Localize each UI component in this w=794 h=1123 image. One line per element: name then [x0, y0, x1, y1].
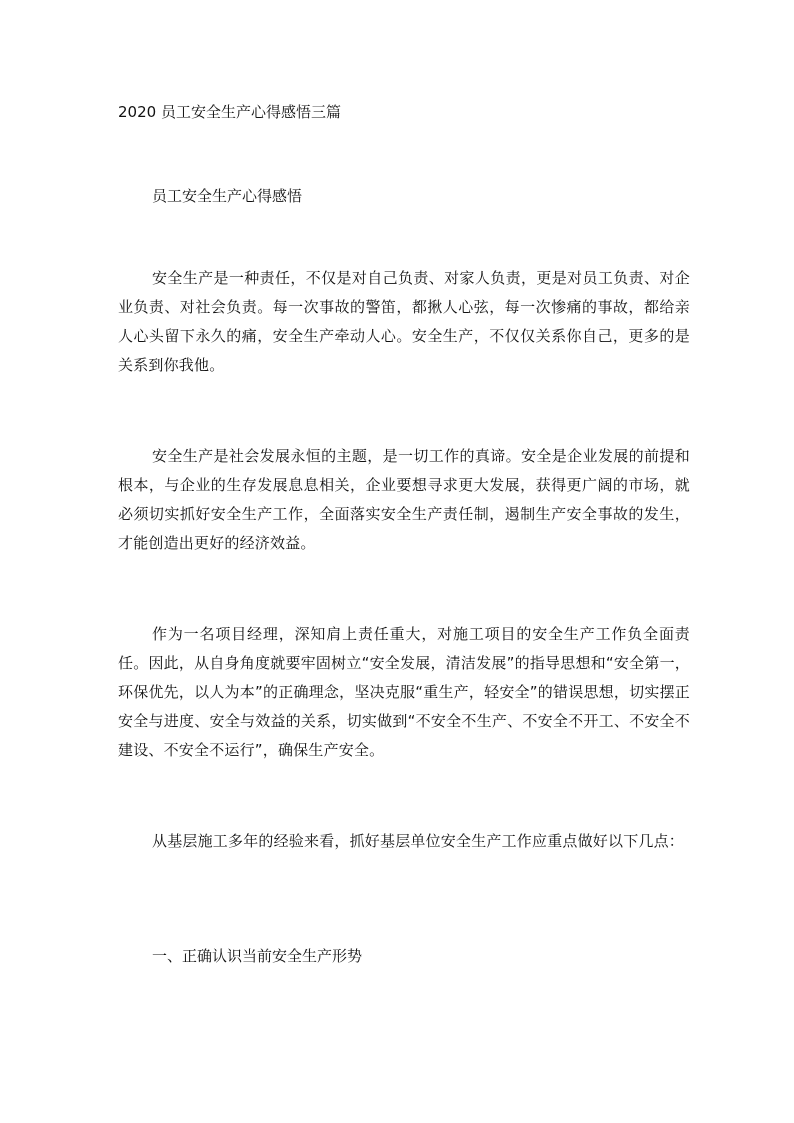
section-heading-1: 一、正确认识当前安全生产形势: [152, 947, 363, 965]
paragraph-2: 安全生产是社会发展永恒的主题，是一切工作的真谛。安全是企业发展的前提和根本，与企业的生存发展息息相关，企业要想寻求更大发展，获得更广阔的市场，就必须切实抓好安全生产工作，全面落实安全生产责任制，遏制生产安全事故的发生，才能创造出更好的经济效益。: [118, 447, 690, 552]
paragraph-1: 安全生产是一种责任，不仅是对自己负责、对家人负责，更是对员工负责、对企业负责、对社会负责。每一次事故的警笛，都揪人心弦，每一次惨痛的事故，都给亲人心头留下永久的痛，安全生产牵动人心。安全生产，不仅仅关系你自己，更多的是关系到你我他。: [118, 269, 690, 374]
section-subtitle: 员工安全生产心得感悟: [152, 187, 303, 205]
paragraph-4: 从基层施工多年的经验来看，抓好基层单位安全生产工作应重点做好以下几点：: [152, 832, 685, 850]
paragraph-3: 作为一名项目经理，深知肩上责任重大，对施工项目的安全生产工作负全面责任。因此，从自身角度就要牢固树立“安全发展，清洁发展”的指导思想和“安全第一，环保优先，以人为本”的正确理念，坚决克服“重生产，轻安全”的错误思想，切实摆正安全与进度、安全与效益的关系，切实做到“不安全不生产、不安全不开工、不安全不建设、不安全不运行”，确保生产安全。: [118, 625, 690, 759]
document-title: 2020 员工安全生产心得感悟三篇: [118, 103, 341, 121]
